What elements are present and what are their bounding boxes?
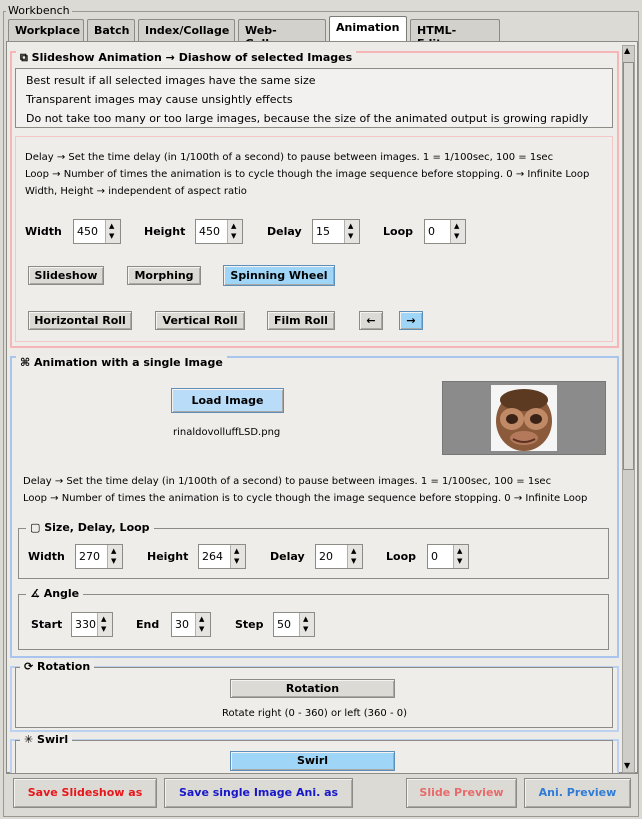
spinbox-value: 30 [175, 618, 189, 631]
scroll-down-arrow-icon[interactable]: ▼ [624, 761, 631, 770]
tab-label: Workplace [15, 24, 81, 37]
spinning-wheel-button[interactable]: Spinning Wheel [223, 265, 335, 286]
spin-down-icon[interactable]: ▼ [457, 557, 463, 565]
tab-workplace[interactable] [8, 19, 84, 41]
help-text: Delay → Set the time delay (in 1/100th of a second) to pause between images. 1 = 1/100sec, 100 = 1sec [25, 152, 554, 163]
loop-label: Loop [386, 550, 416, 563]
spin-down-icon[interactable]: ▼ [109, 232, 115, 240]
width-spinbox[interactable] [75, 544, 123, 569]
spin-up-icon[interactable]: ▲ [111, 547, 117, 555]
end-label: End [136, 618, 160, 631]
height-label: Height [147, 550, 189, 563]
swirl-section-title: ✳ Swirl [20, 733, 72, 746]
spinbox-value: 450 [199, 225, 220, 238]
spin-up-icon[interactable]: ▲ [231, 222, 237, 230]
spinbox-value: 270 [79, 550, 100, 563]
help-text: Width, Height → independent of aspect ratio [25, 186, 247, 197]
spin-down-icon[interactable]: ▼ [101, 625, 107, 633]
width-spinbox[interactable] [73, 219, 121, 244]
right-arrow-button[interactable]: → [399, 311, 423, 330]
help-text: Loop → Number of times the animation is to cycle though the image sequence before stopping. 0 → Infinite Loop [25, 169, 590, 180]
help-text: Delay → Set the time delay (in 1/100th of a second) to pause between images. 1 = 1/100sec, 100 = 1sec [23, 476, 552, 487]
vertical-roll-button[interactable]: Vertical Roll [155, 311, 245, 330]
note-line: Best result if all selected images have the same size [26, 74, 316, 87]
spin-up-icon[interactable]: ▲ [303, 615, 309, 623]
spin-up-icon[interactable]: ▲ [109, 222, 115, 230]
tab-label: HTML- [417, 24, 457, 37]
step-label: Step [235, 618, 264, 631]
spinbox-value: 15 [316, 225, 330, 238]
spinbox-value: 20 [319, 550, 333, 563]
loop-spinbox[interactable] [424, 219, 466, 244]
spin-down-icon[interactable]: ▼ [111, 557, 117, 565]
start-spinbox[interactable] [71, 612, 113, 637]
loop-label: Loop [383, 225, 413, 238]
animation-preview-button[interactable]: Ani. Preview [524, 778, 631, 808]
spin-up-icon[interactable]: ▲ [348, 222, 354, 230]
spin-down-icon[interactable]: ▼ [348, 232, 354, 240]
spin-up-icon[interactable]: ▲ [454, 222, 460, 230]
width-label: Width [28, 550, 65, 563]
note-line: Do not take too many or too large images, because the size of the animated output is growing rapidly [26, 112, 589, 125]
slideshow-notes [15, 68, 613, 128]
angle-group-title: ∡ Angle [26, 587, 83, 600]
save-slideshow-button[interactable]: Save Slideshow as [13, 778, 157, 808]
step-spinbox[interactable] [273, 612, 315, 637]
spin-down-icon[interactable]: ▼ [199, 625, 205, 633]
height-spinbox[interactable] [198, 544, 246, 569]
tab-html-editor[interactable] [410, 19, 500, 41]
window-title: Workbench [8, 4, 70, 17]
loop-spinbox[interactable] [427, 544, 469, 569]
spin-down-icon[interactable]: ▼ [234, 557, 240, 565]
tab-animation[interactable] [329, 16, 407, 41]
tab-label: Batch [94, 24, 130, 37]
spin-up-icon[interactable]: ▲ [101, 615, 107, 623]
horizontal-roll-button[interactable]: Horizontal Roll [28, 311, 132, 330]
save-single-image-animation-button[interactable]: Save single Image Ani. as [164, 778, 353, 808]
film-roll-button[interactable]: Film Roll [267, 311, 335, 330]
start-label: Start [31, 618, 63, 631]
height-label: Height [144, 225, 186, 238]
spin-up-icon[interactable]: ▲ [199, 615, 205, 623]
spinbox-value: 330 [75, 618, 96, 631]
end-spinbox[interactable] [171, 612, 211, 637]
slideshow-section-title: ⧉ Slideshow Animation → Diashow of selected Images [16, 51, 356, 65]
spin-up-icon[interactable]: ▲ [234, 547, 240, 555]
single-image-section-title: ⌘ Animation with a single Image [16, 356, 227, 369]
tab-label: Animation [336, 21, 400, 34]
spinbox-value: 0 [428, 225, 435, 238]
height-spinbox[interactable] [195, 219, 243, 244]
help-text: Loop → Number of times the animation is to cycle though the image sequence before stopping. 0 → Infinite Loop [23, 493, 588, 504]
slideshow-button[interactable]: Slideshow [28, 266, 104, 285]
rotation-hint: Rotate right (0 - 360) or left (360 - 0) [222, 708, 407, 719]
delay-label: Delay [270, 550, 305, 563]
load-image-button[interactable]: Load Image [171, 388, 284, 413]
width-label: Width [25, 225, 62, 238]
face-thumbnail-icon [491, 385, 557, 451]
spinbox-value: 450 [77, 225, 98, 238]
rotation-button[interactable]: Rotation [230, 679, 395, 698]
size-group-title: ▢ Size, Delay, Loop [26, 521, 154, 534]
spinbox-value: 264 [202, 550, 223, 563]
spinbox-value: 0 [431, 550, 438, 563]
left-arrow-button[interactable]: ← [359, 311, 383, 330]
scroll-up-arrow-icon[interactable]: ▲ [624, 46, 631, 55]
tab-label: Web- [245, 24, 277, 37]
delay-spinbox[interactable] [312, 219, 360, 244]
spin-down-icon[interactable]: ▼ [454, 232, 460, 240]
tab-label: Index/Collage [145, 24, 230, 37]
tab-batch[interactable] [87, 19, 135, 41]
note-line: Transparent images may cause unsightly effects [26, 93, 293, 106]
spin-down-icon[interactable]: ▼ [351, 557, 357, 565]
delay-label: Delay [267, 225, 302, 238]
spin-down-icon[interactable]: ▼ [231, 232, 237, 240]
spin-up-icon[interactable]: ▲ [351, 547, 357, 555]
spinbox-value: 50 [277, 618, 291, 631]
rotation-section-title: ⟳ Rotation [20, 660, 94, 673]
spin-up-icon[interactable]: ▲ [457, 547, 463, 555]
spin-down-icon[interactable]: ▼ [303, 625, 309, 633]
delay-spinbox[interactable] [315, 544, 363, 569]
slide-preview-button[interactable]: Slide Preview [406, 778, 517, 808]
swirl-button[interactable]: Swirl [230, 751, 395, 771]
image-preview [442, 381, 606, 455]
tab-web-gallery[interactable] [238, 19, 326, 41]
tab-index-collage[interactable] [138, 19, 235, 41]
scrollbar-thumb[interactable] [623, 62, 634, 470]
loaded-filename: rinaldovolluffLSD.png [173, 427, 281, 438]
morphing-button[interactable]: Morphing [127, 266, 201, 285]
